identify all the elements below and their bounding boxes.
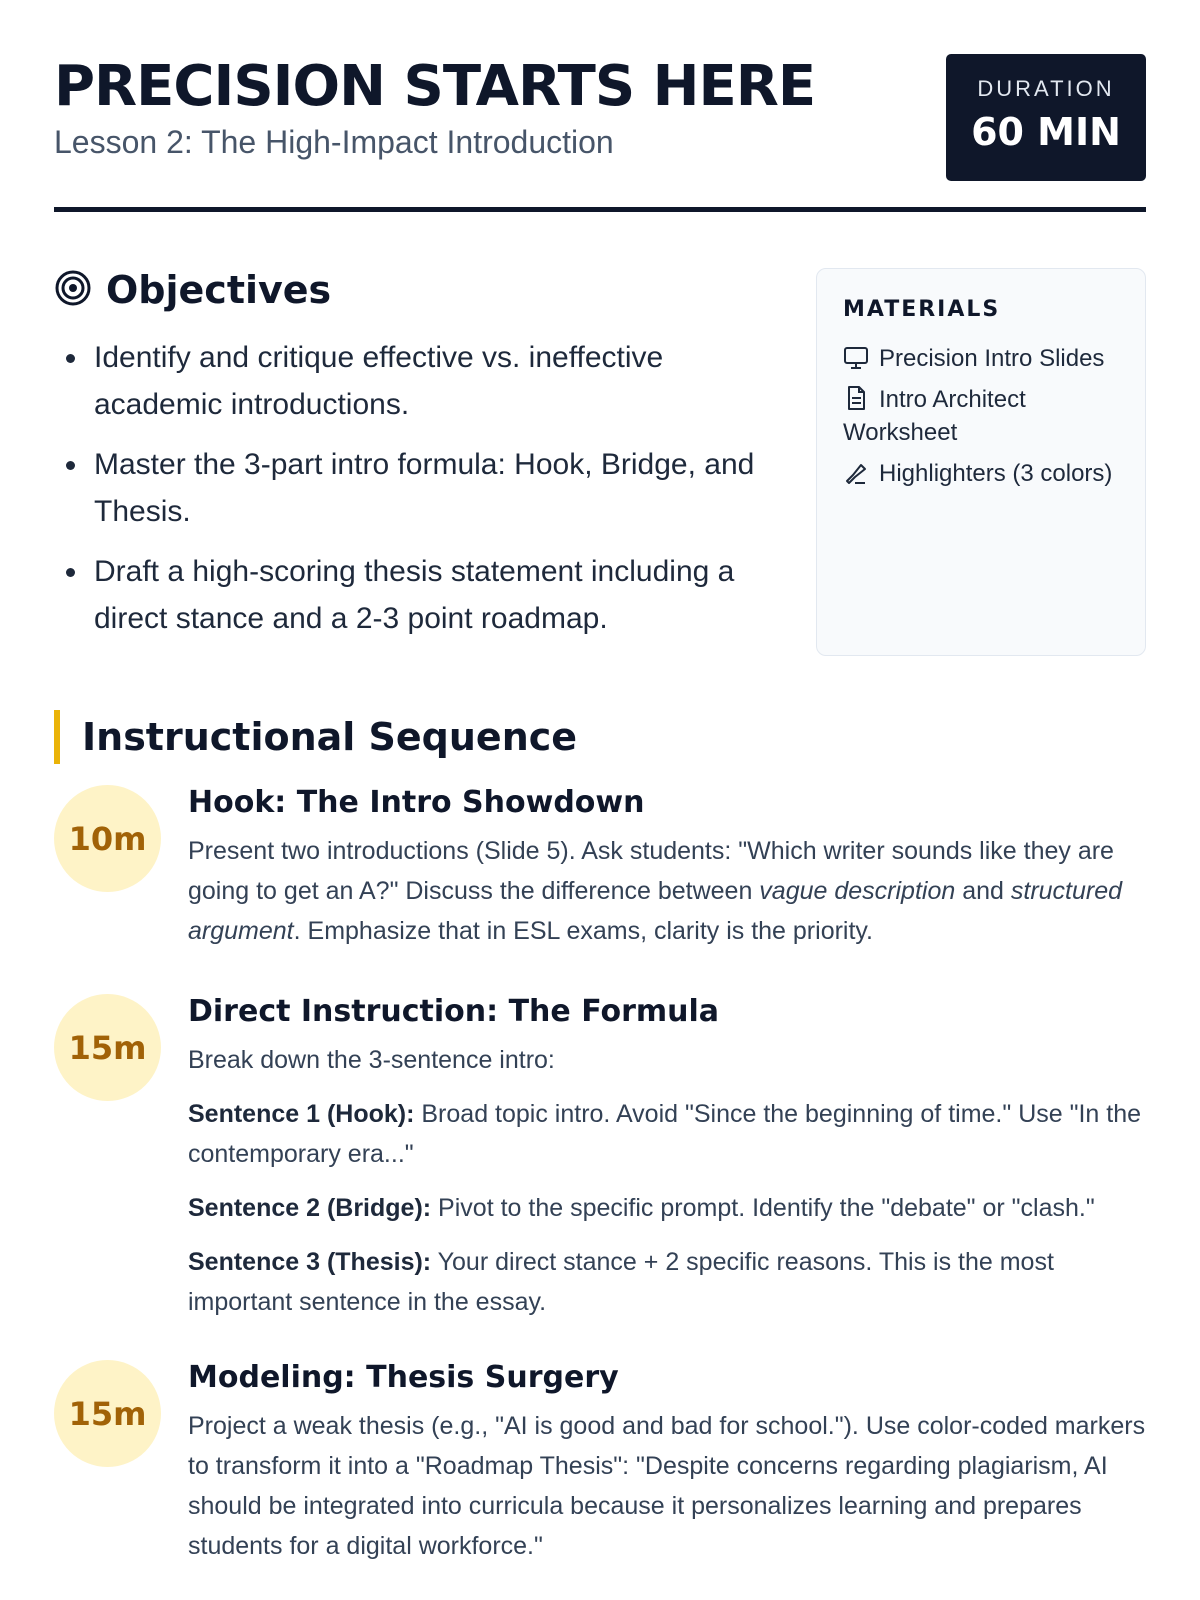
objective-item: Identify and critique effective vs. ineffective academic introductions. [54, 334, 774, 428]
materials-panel [816, 268, 1146, 656]
material-item [843, 342, 1119, 375]
step-title: Direct Instruction: The Formula [188, 994, 720, 1029]
sequence-step [54, 1360, 1146, 1566]
step-text-part: Present two introductions (Slide 5). Ask students: "Which writer sounds like they are going to get an A?" Discuss the difference between [188, 837, 1114, 905]
formula-part [188, 1242, 1146, 1322]
step-body [188, 785, 1146, 951]
step-body [188, 994, 1146, 1322]
formula-text: Broad topic intro. Avoid "Since the beginning of time." Use "In the contemporary era..." [188, 1100, 1142, 1168]
lesson-subtitle: Lesson 2: The High-Impact Introduction [54, 124, 614, 160]
step-emphasis: structured argument [188, 877, 1123, 945]
step-title: Modeling: Thesis Surgery [188, 1360, 619, 1395]
duration-badge [946, 54, 1146, 181]
sequence-step [54, 785, 1146, 951]
step-body [188, 1360, 1146, 1566]
objective-item: Draft a high-scoring thesis statement including a direct stance and a 2-3 point roadmap. [54, 548, 774, 642]
step-emphasis: vague description [759, 877, 956, 905]
duration-value: 60 MIN [971, 110, 1121, 154]
page-title: PRECISION STARTS HERE [54, 54, 816, 119]
time-badge: 15m [54, 1360, 161, 1467]
step-text: Project a weak thesis (e.g., "AI is good and bad for school."). Use color-coded markers to transform it into a "Roadmap Thesis": "Despite concerns regarding plagiarism, AI should be integrated into curricula because it personalizes learning and prepares students for a digital workforce." [188, 1412, 1146, 1560]
monitor-icon [843, 346, 869, 370]
objectives-list [54, 334, 774, 642]
step-text-part: . Emphasize that in ESL exams, clarity is the priority. [293, 917, 874, 945]
highlighter-icon [843, 461, 869, 485]
formula-label: Sentence 1 (Hook): [188, 1100, 415, 1128]
header [54, 0, 1146, 212]
formula-text: Pivot to the specific prompt. Identify the "debate" or "clash." [431, 1194, 1095, 1222]
material-label: Precision Intro Slides [879, 345, 1105, 372]
material-label: Highlighters (3 colors) [879, 460, 1113, 487]
material-label: Intro Architect Worksheet [843, 386, 1026, 446]
step-text-part: and [955, 877, 1011, 905]
step-text [188, 831, 1146, 951]
objectives-heading: Objectives [106, 268, 332, 312]
formula-part [188, 1094, 1146, 1174]
time-badge: 10m [54, 785, 161, 892]
sequence-heading: Instructional Sequence [54, 710, 577, 764]
material-item [843, 457, 1119, 490]
objectives-header [54, 268, 774, 312]
target-icon [54, 269, 92, 312]
materials-heading: MATERIALS [843, 297, 1001, 322]
step-intro: Break down the 3-sentence intro: [188, 1046, 555, 1074]
formula-part [188, 1188, 1146, 1228]
duration-label: DURATION [977, 76, 1115, 101]
document-icon [843, 385, 869, 411]
formula-label: Sentence 2 (Bridge): [188, 1194, 432, 1222]
material-item [843, 383, 1119, 449]
formula-text: Your direct stance + 2 specific reasons. This is the most important sentence in the essay. [188, 1248, 1054, 1316]
formula-label: Sentence 3 (Thesis): [188, 1248, 432, 1276]
sequence-step [54, 994, 1146, 1322]
time-badge: 15m [54, 994, 161, 1101]
step-title: Hook: The Intro Showdown [188, 785, 645, 820]
objective-item: Master the 3-part intro formula: Hook, Bridge, and Thesis. [54, 441, 774, 535]
objectives-section [54, 268, 774, 655]
